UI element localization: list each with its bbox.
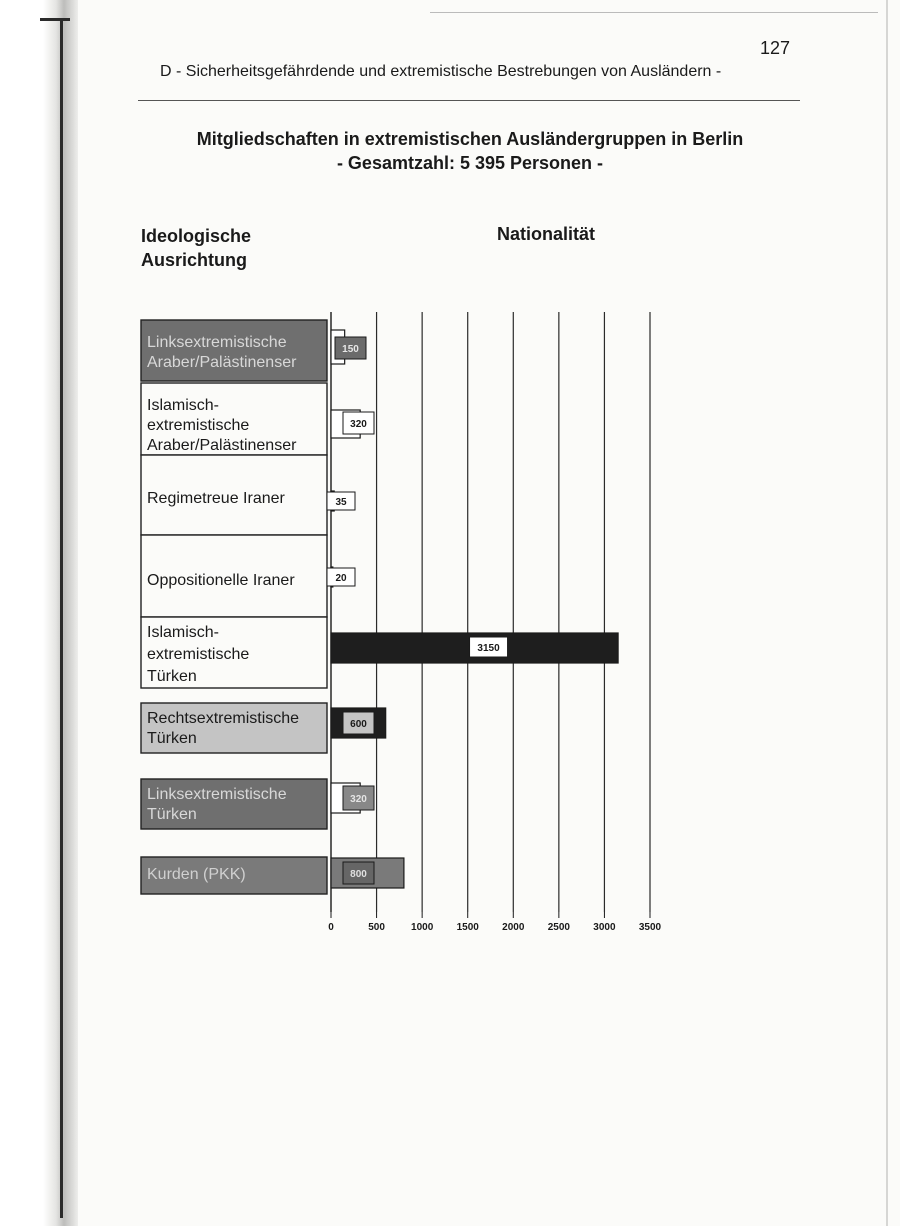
data-label: 150 bbox=[342, 344, 359, 355]
data-label: 800 bbox=[350, 869, 367, 880]
x-tick-label: 2500 bbox=[547, 922, 570, 933]
x-tick-label: 2000 bbox=[502, 922, 525, 933]
category-label: extremistische bbox=[147, 646, 250, 663]
category-label: Islamisch- bbox=[147, 624, 220, 641]
category-label: Linksextremistische bbox=[147, 786, 287, 803]
category-heading-line: Ideologische bbox=[141, 226, 252, 246]
value-heading: Nationalität bbox=[497, 224, 596, 244]
category-label: Kurden (PKK) bbox=[147, 866, 246, 883]
data-label: 320 bbox=[350, 794, 367, 805]
category-label: Türken bbox=[147, 668, 197, 685]
page-number: 127 bbox=[760, 38, 791, 58]
x-tick-label: 3000 bbox=[593, 922, 616, 933]
data-label: 3150 bbox=[477, 643, 500, 654]
category-label: Türken bbox=[147, 806, 197, 823]
data-label: 320 bbox=[350, 419, 367, 430]
category-label: Araber/Palästinenser bbox=[147, 437, 297, 454]
x-tick-label: 0 bbox=[328, 922, 334, 933]
category-label: Linksextremistische bbox=[147, 334, 287, 351]
x-tick-label: 1500 bbox=[456, 922, 479, 933]
category-label: Araber/Palästinenser bbox=[147, 354, 297, 371]
data-label: 35 bbox=[335, 497, 347, 508]
data-label: 600 bbox=[350, 719, 367, 730]
running-header: D - Sicherheitsgefährdende und extremistische Bestrebungen von Ausländern - bbox=[160, 63, 722, 80]
chart-subtitle: - Gesamtzahl: 5 395 Personen - bbox=[336, 153, 604, 173]
category-label: extremistische bbox=[147, 417, 250, 434]
category-label: Türken bbox=[147, 730, 197, 747]
category-label: Islamisch- bbox=[147, 397, 220, 414]
category-label: Rechtsextremistische bbox=[147, 710, 300, 727]
x-tick-label: 3500 bbox=[638, 922, 662, 933]
category-label: Regimetreue Iraner bbox=[147, 490, 285, 507]
category-heading-line: Ausrichtung bbox=[141, 250, 247, 270]
category-label: Oppositionelle Iraner bbox=[147, 572, 295, 589]
chart-title: Mitgliedschaften in extremistischen Ausländergruppen in Berlin bbox=[196, 129, 744, 149]
data-label: 20 bbox=[335, 573, 347, 584]
x-tick-label: 500 bbox=[368, 922, 385, 933]
x-tick-label: 1000 bbox=[411, 922, 434, 933]
